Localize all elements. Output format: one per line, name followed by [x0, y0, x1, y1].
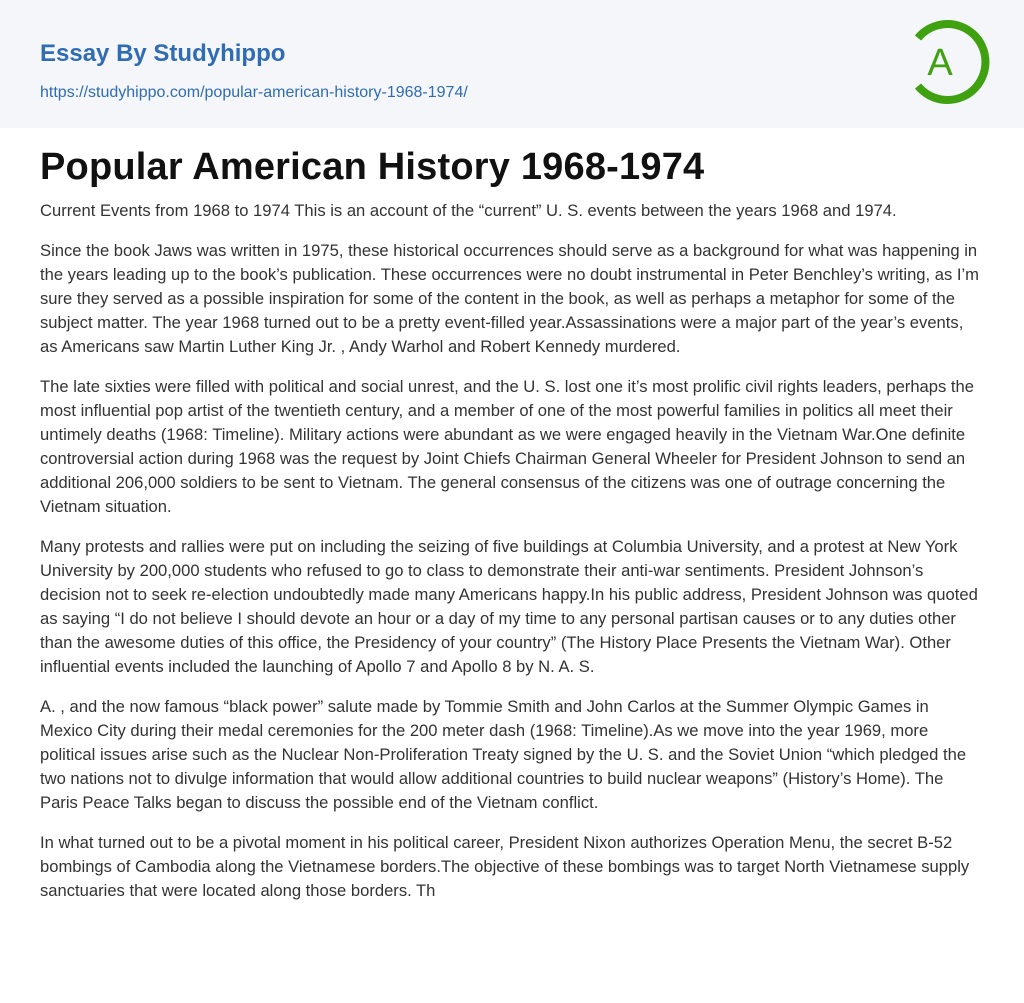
paragraph: A. , and the now famous “black power” salute made by Tommie Smith and John Carlos at the Summer Olympic Games in Mexico City during their medal ceremonies for the 200 meter dash (1968: Timeline).As we move into the year 1969, more political issues arise such as the Nuclear Non-Proliferation Treaty signed by the U. S. and the Soviet Union “which pledged the two nations not to divulge information that would allow additional countries to build nuclear weapons” (History’s Home). The Paris Peace Talks began to discuss the possible end of the Vietnam conflict.: [40, 697, 967, 812]
studyhippo-logo-icon[interactable]: [906, 18, 990, 106]
article: [0, 146, 1024, 903]
page-title: Popular American History 1968-1974: [40, 146, 705, 188]
essay-url-link[interactable]: https://studyhippo.com/popular-american-history-1968-1974/: [40, 84, 468, 101]
paragraph: Many protests and rallies were put on including the seizing of five buildings at Columbia University, and a protest at New York University by 200,000 students who refused to go to class to demonstrate their anti-war sentiments. President Johnson’s decision not to seek re-election undoubtedly made many Americans happy.In his public address, President Johnson was quoted as saying “I do not believe I should devote an hour or a day of my time to any personal partisan causes or to any duties other than the awesome duties of this office, the Presidency of your country” (The History Place Presents the Vietnam War). Other influential events included the launching of Apollo 7 and Apollo 8 by N. A. S.: [40, 537, 978, 676]
paragraph: Current Events from 1968 to 1974 This is an account of the “current” U. S. events between the years 1968 and 1974.: [40, 201, 897, 220]
brand-title: Essay By Studyhippo: [40, 40, 286, 67]
paragraph: The late sixties were filled with political and social unrest, and the U. S. lost one it’s most prolific civil rights leaders, perhaps the most influential pop artist of the twentieth century, and a member of one of the most powerful families in politics all meet their untimely deaths (1968: Timeline). Military actions were abundant as we were engaged heavily in the Vietnam War.One definite controversial action during 1968 was the request by Joint Chiefs Chairman General Wheeler for President Johnson to send an additional 206,000 soldiers to be sent to Vietnam. The general consensus of the citizens was one of outrage concerning the Vietnam situation.: [40, 377, 974, 516]
paragraph: In what turned out to be a pivotal moment in his political career, President Nixon authorizes Operation Menu, the secret B-52 bombings of Cambodia along the Vietnamese borders.The objective of these bombings was to target North Vietnamese supply sanctuaries that were located along those borders. Th: [40, 833, 970, 900]
page-header: [0, 0, 1024, 128]
paragraph: Since the book Jaws was written in 1975, these historical occurrences should serve as a background for what was happening in the years leading up to the book’s publication. These occurrences were no doubt instrumental in Peter Benchley’s writing, as I’m sure they served as a possible inspiration for some of the content in the book, as well as perhaps a metaphor for some of the subject matter. The year 1968 turned out to be a pretty event-filled year.Assassinations were a major part of the year’s events, as Americans saw Martin Luther King Jr. , Andy Warhol and Robert Kennedy murdered.: [40, 241, 979, 356]
logo-letter: A: [927, 42, 953, 84]
